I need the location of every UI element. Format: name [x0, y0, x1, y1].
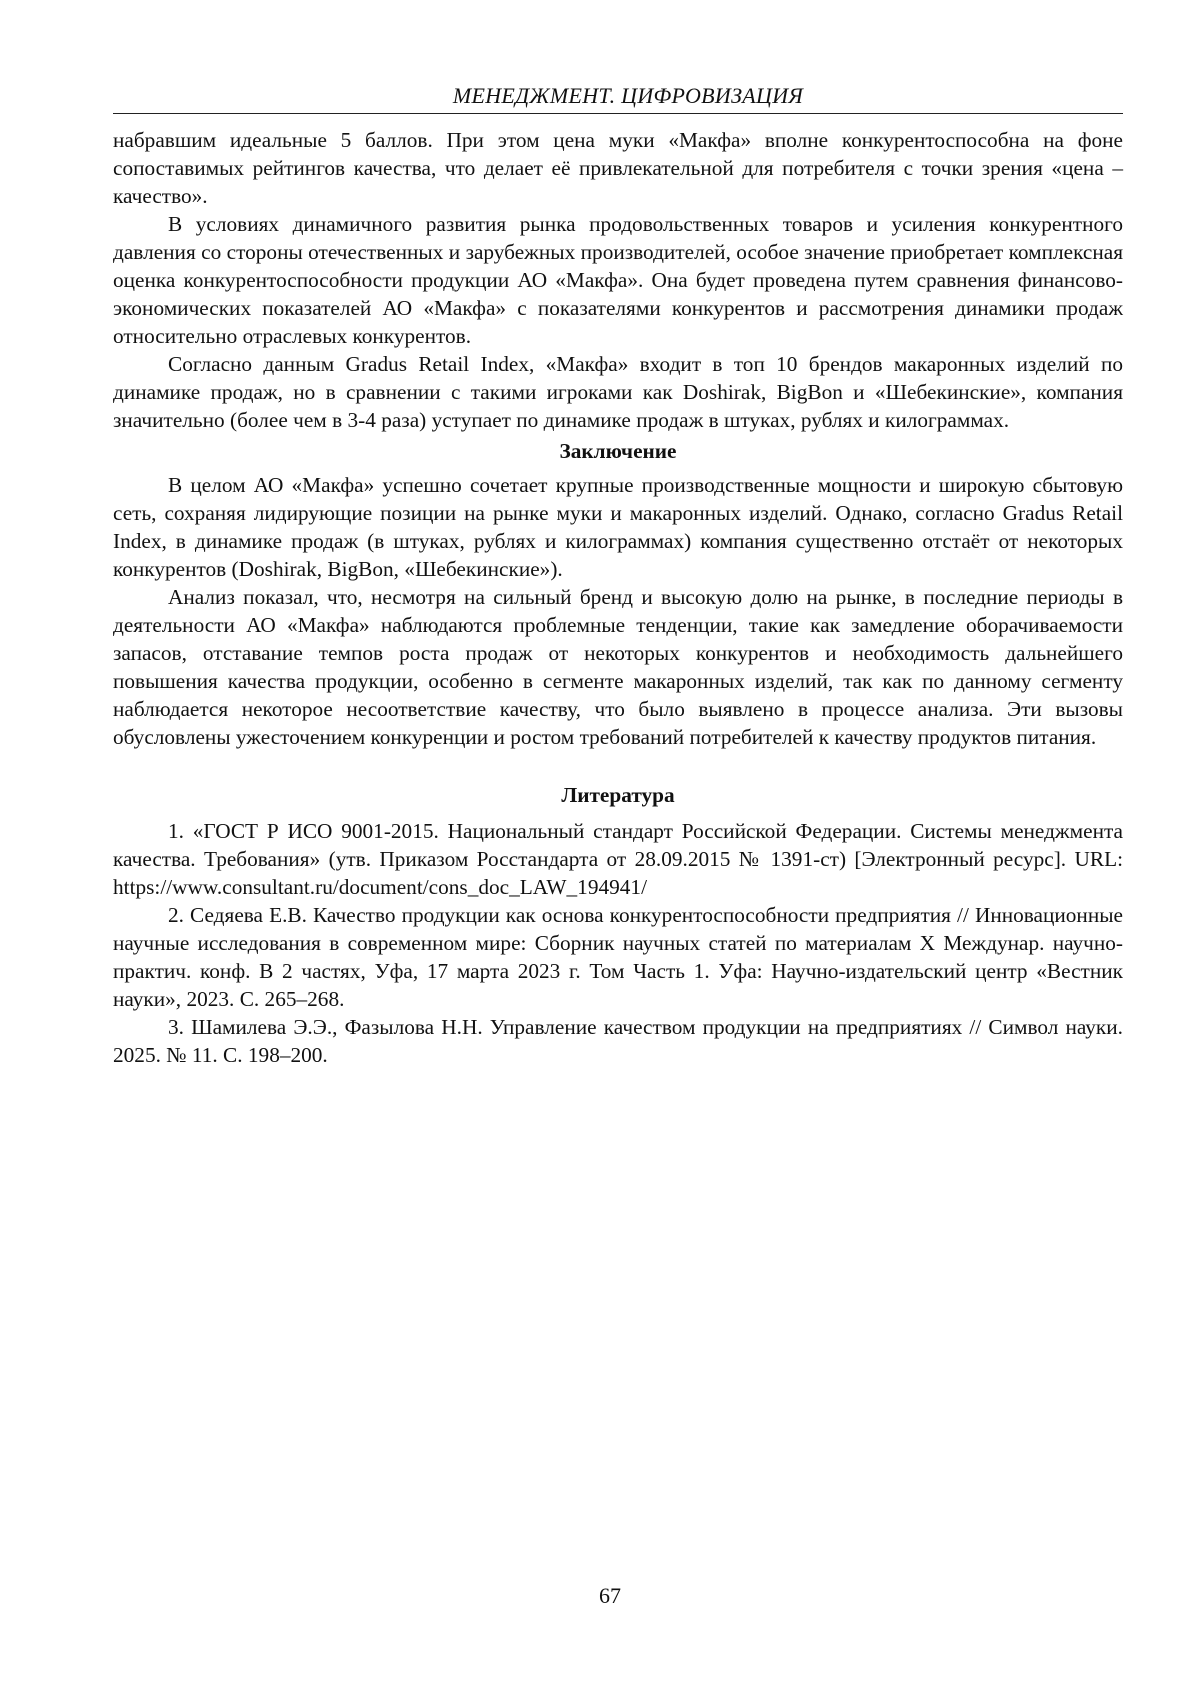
paragraph: Согласно данным Gradus Retail Index, «Макфа» входит в топ 10 брендов макаронных изделий по динамике продаж, но в сравнении с такими игроками как Doshirak, BigBon и «Шебекинские», компания значительно (более чем в 3-4 раза) уступает по динамике продаж в штуках, рублях и килограммах. — [113, 350, 1123, 434]
reference-item: 1. «ГОСТ Р ИСО 9001-2015. Национальный стандарт Российской Федерации. Системы менеджмента качества. Требования» (утв. Приказом Росстандарта от 28.09.2015 № 1391-ст) [Электронный ресурс]. URL: https://www.consultant.ru/document/cons_doc_LAW_194941/ — [113, 817, 1123, 901]
paragraph: В целом АО «Макфа» успешно сочетает крупные производственные мощности и широкую сбытовую сеть, сохраняя лидирующие позиции на рынке муки и макаронных изделий. Однако, согласно Gradus Retail Index, в динамике продаж (в штуках, рублях и килограммах) компания существенно отстаёт от некоторых конкурентов (Doshirak, BigBon, «Шебекинские»). — [113, 471, 1123, 583]
running-header: МЕНЕДЖМЕНТ. ЦИФРОВИЗАЦИЯ — [113, 82, 1123, 114]
conclusion-heading: Заключение — [113, 437, 1123, 465]
page-number: 67 — [0, 1583, 1200, 1609]
paragraph: Анализ показал, что, несмотря на сильный бренд и высокую долю на рынке, в последние периоды в деятельности АО «Макфа» наблюдаются проблемные тенденции, такие как замедление оборачиваемости запасов, отставание темпов роста продаж от некоторых конкурентов и необходимость дальнейшего повышения качества продукции, особенно в сегменте макаронных изделий, так как по данному сегменту наблюдается некоторое несоответствие качеству, что было выявлено в процессе анализа. Эти вызовы обусловлены ужесточением конкуренции и ростом требований потребителей к качеству продуктов питания. — [113, 583, 1123, 751]
reference-item: 3. Шамилева Э.Э., Фазылова Н.Н. Управление качеством продукции на предприятиях // Символ науки. 2025. № 11. С. 198–200. — [113, 1013, 1123, 1069]
reference-item: 2. Седяева Е.В. Качество продукции как основа конкурентоспособности предприятия // Инновационные научные исследования в современном мире: Сборник научных статей по материалам X Междунар. научно-практич. конф. В 2 частях, Уфа, 17 марта 2023 г. Том Часть 1. Уфа: Научно-издательский центр «Вестник науки», 2023. С. 265–268. — [113, 901, 1123, 1013]
paragraph: В условиях динамичного развития рынка продовольственных товаров и усиления конкурентного давления со стороны отечественных и зарубежных производителей, особое значение приобретает комплексная оценка конкурентоспособности продукции АО «Макфа». Она будет проведена путем сравнения финансово-экономических показателей АО «Макфа» с показателями конкурентов и рассмотрения динамики продаж относительно отраслевых конкурентов. — [113, 210, 1123, 350]
article-body — [113, 126, 1123, 1069]
paragraph: набравшим идеальные 5 баллов. При этом цена муки «Макфа» вполне конкурентоспособна на фоне сопоставимых рейтингов качества, что делает её привлекательной для потребителя с точки зрения «цена – качество». — [113, 126, 1123, 210]
page — [113, 82, 1123, 1069]
references-heading: Литература — [113, 781, 1123, 809]
